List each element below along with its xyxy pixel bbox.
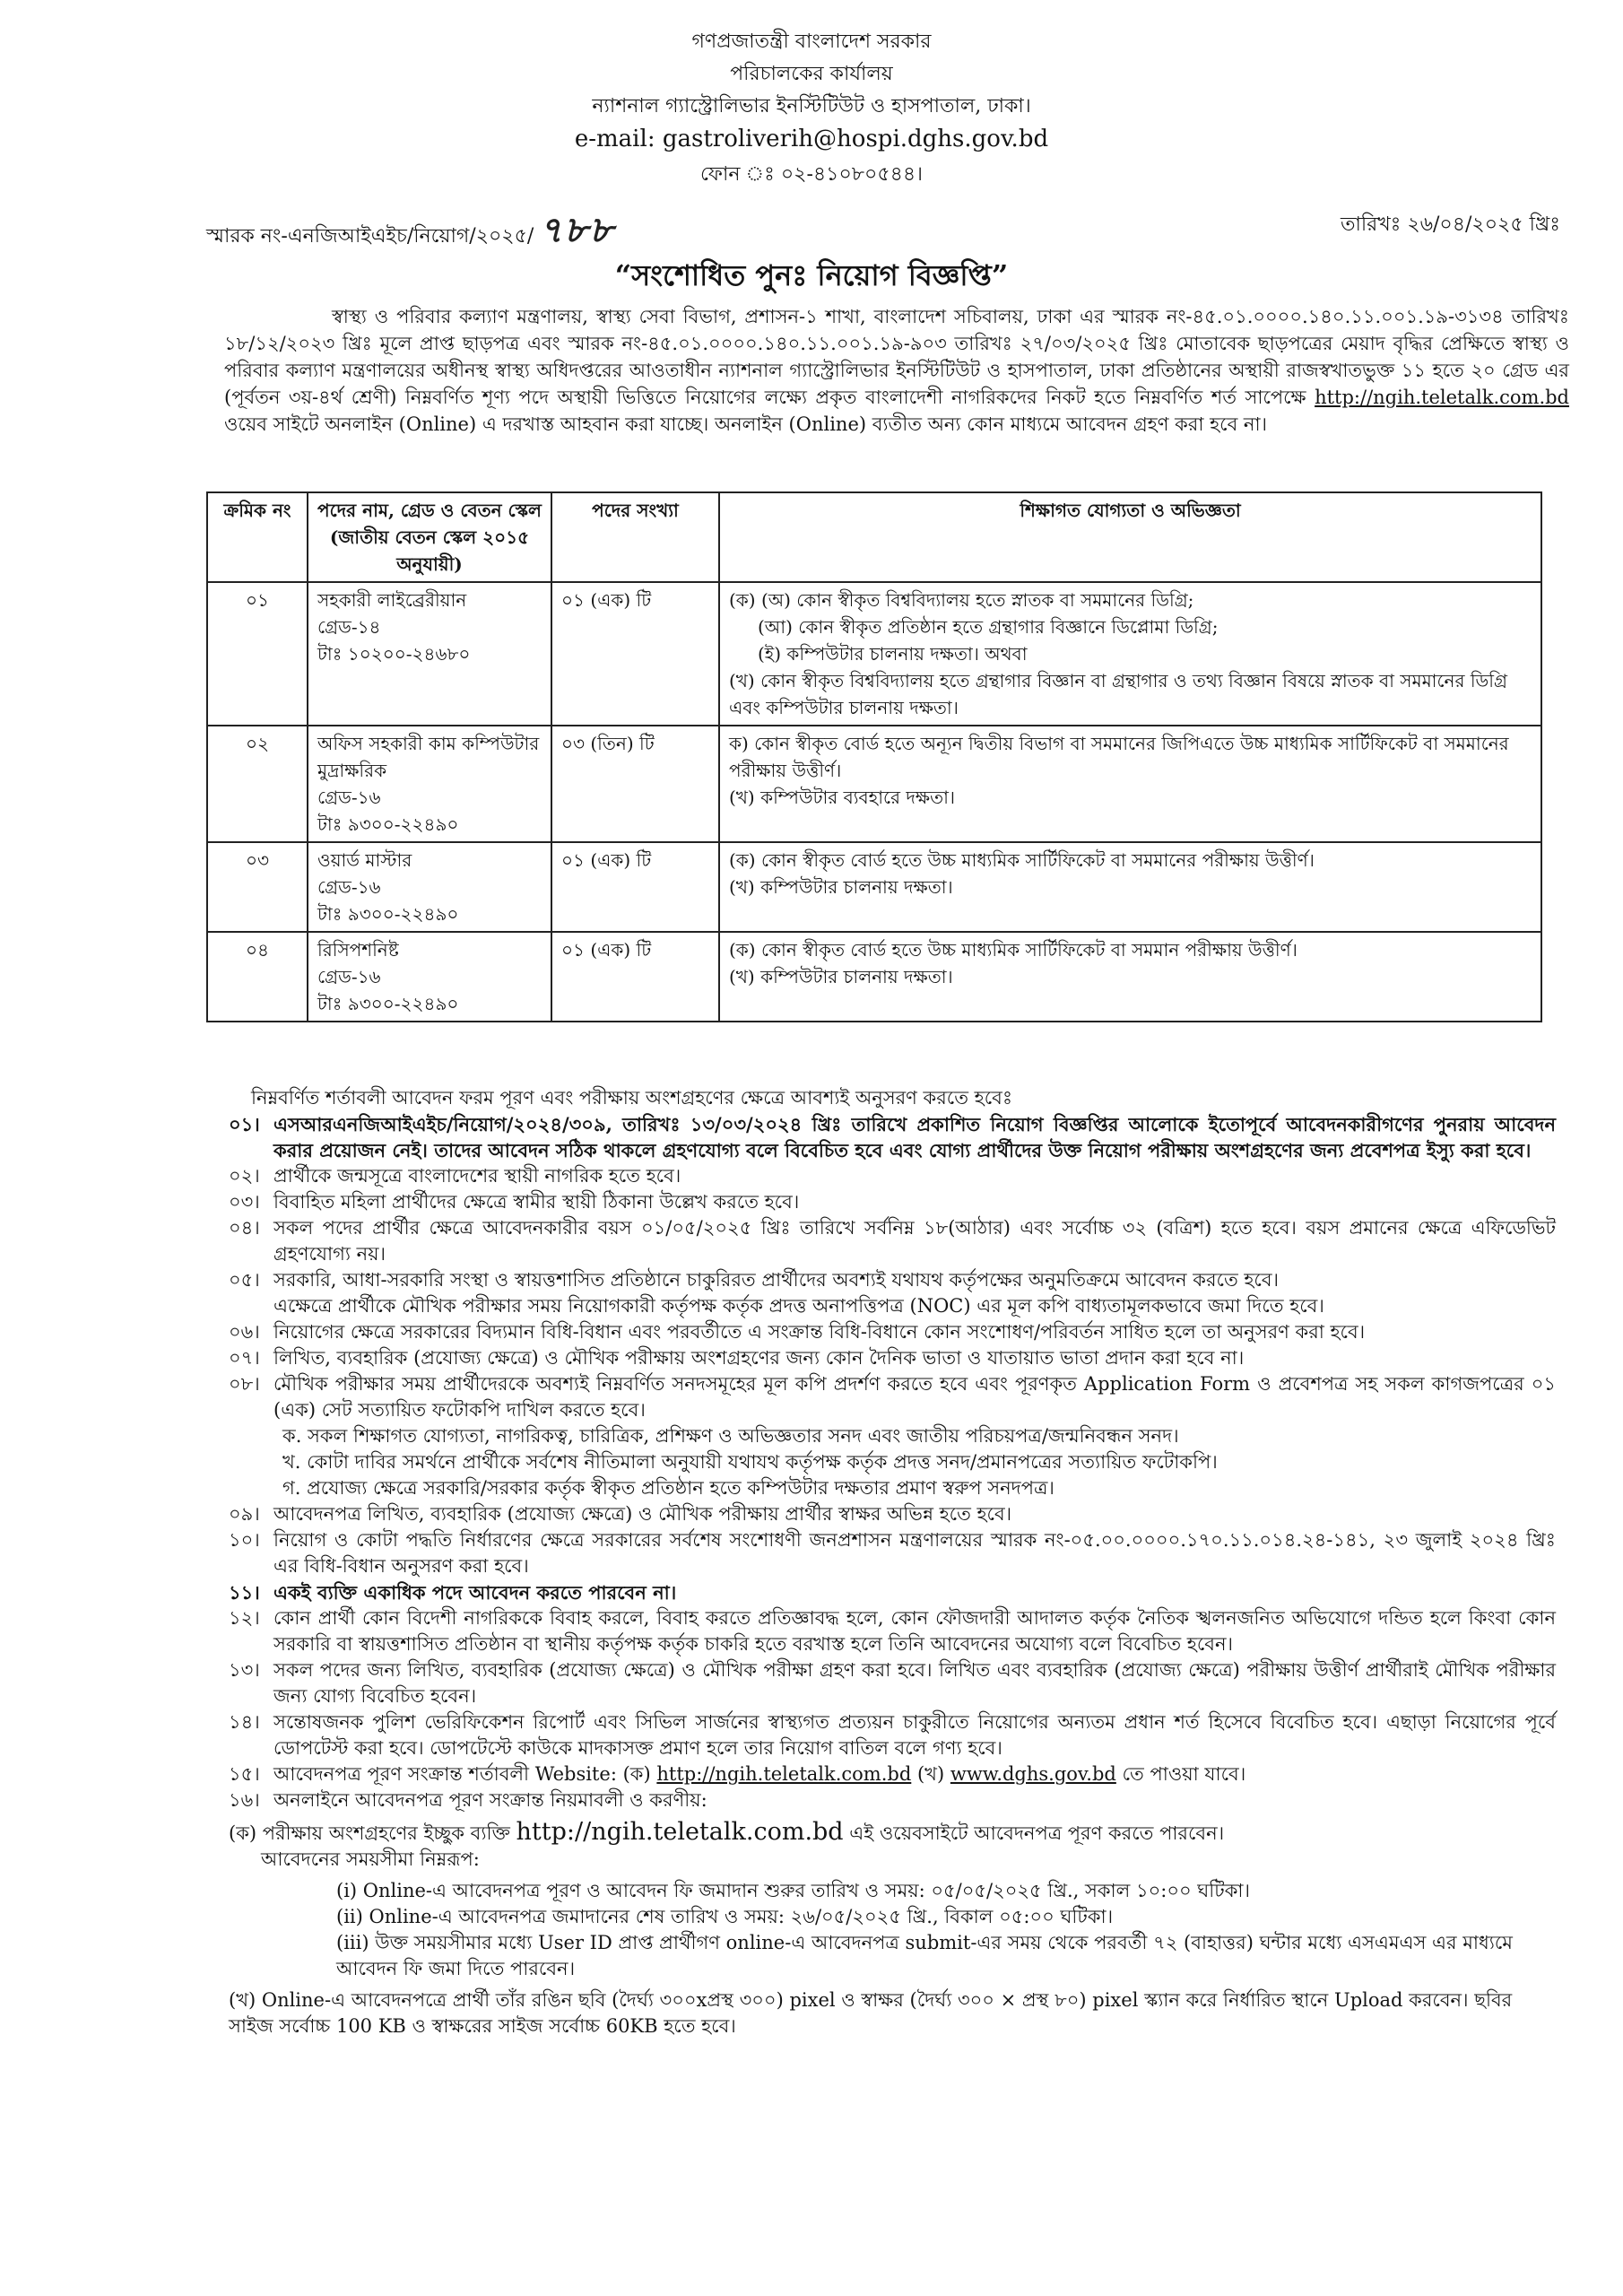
condition-text-part: সরকারি, আধা-সরকারি সংস্থা ও স্বায়ত্তশাসিত প্রতিষ্ঠানে চাকুরিরত প্রার্থীদের অবশ্যই যথাযথ কর্তৃপক্ষের অনুমতিক্রমে আবেদন করতে হবে। xyxy=(273,1269,1280,1291)
condition-text: সকল পদের প্রার্থীর ক্ষেত্রে আবেদনকারীর বয়স ০১/০৫/২০২৫ খ্রিঃ তারিখে সর্বনিম্ন ১৮(আঠার) এবং সর্বোচ্চ ৩২ (বত্রিশ) হতে হবে। বয়স প্রমানের ক্ষেত্রে এফিডেভিট গ্রহণযোগ্য নয়। xyxy=(273,1217,1556,1265)
intro-paragraph xyxy=(224,303,1569,438)
condition-number: ১১। xyxy=(229,1581,260,1604)
condition-item xyxy=(229,1579,1556,1605)
table-row xyxy=(207,582,1541,726)
condition-text-part: এক্ষেত্রে প্রার্থীকে মৌখিক পরীক্ষার সময় নিয়োগকারী কর্তৃপক্ষ কর্তৃক প্রদত্ত অনাপত্তিপত্র (NOC) এর মূল কপি বাধ্যতামূলকভাবে জমা দিতে হবে। xyxy=(273,1295,1324,1317)
online-instruction-kha: (খ) Online-এ আবেদনপত্রে প্রার্থী তাঁর রঙিন ছবি (দৈর্ঘ্য ৩০০xপ্রস্থ ৩০০) pixel ও স্বাক্ষর (দৈর্ঘ্য ৩০০ × প্রস্থ ৮০) pixel স্ক্যান করে নির্ধারিত স্থানে Upload করবেন। ছবির সাইজ সর্বোচ্চ 100 KB ও স্বাক্ষরের সাইজ সর্বোচ্চ 60KB হতে হবে। xyxy=(229,1989,1513,2037)
qual-line: (আ) কোন স্বীকৃত প্রতিষ্ঠান হতে গ্রন্থাগার বিজ্ঞানে ডিপ্লোমা ডিগ্রি; xyxy=(758,616,1219,638)
condition-sub-ga: গ. প্রযোজ্য ক্ষেত্রে সরকারি/সরকার কর্তৃক স্বীকৃত প্রতিষ্ঠান হতে কম্পিউটার দক্ষতার প্রমাণ স্বরুপ সনদপত্র। xyxy=(282,1477,1055,1499)
row-count: ০১ (এক) টি xyxy=(551,842,719,932)
condition-number: ০৩। xyxy=(229,1191,260,1213)
condition-text xyxy=(273,1267,1556,1319)
qual-line: (ক) (অ) কোন স্বীকৃত বিশ্ববিদ্যালয় হতে স্নাতক বা সমমানের ডিগ্রি; xyxy=(729,589,1194,611)
row-serial: ০১ xyxy=(207,582,308,726)
table-header-row xyxy=(207,492,1541,582)
row-count: ০১ (এক) টি xyxy=(551,582,719,726)
header-qualification: শিক্ষাগত যোগ্যতা ও অভিজ্ঞতা xyxy=(719,492,1541,582)
qual-line: (ক) কোন স্বীকৃত বোর্ড হতে উচ্চ মাধ্যমিক সার্টিফিকেট বা সমমানের পরীক্ষায় উত্তীর্ণ। xyxy=(729,849,1315,871)
condition-item xyxy=(229,1527,1556,1579)
online-fee-payment: (iii) উক্ত সময়সীমার মধ্যে User ID প্রাপ্ত প্রার্থীগণ online-এ আবেদনপত্র submit-এর সময় থেকে পরবর্তী ৭২ (বাহাত্তর) ঘন্টার মধ্যে এসএমএস এর মাধ্যমে আবেদন ফি জমা দিতে পারবেন। xyxy=(336,1932,1513,1979)
table-row xyxy=(207,932,1541,1022)
teletalk-link[interactable]: http://ngih.teletalk.com.bd xyxy=(656,1763,912,1785)
post-scale: টাঃ ৯৩০০-২২৪৯০ xyxy=(317,813,459,835)
condition-item xyxy=(229,1501,1556,1527)
condition-item xyxy=(229,1345,1556,1371)
intro-text: স্বাস্থ্য ও পরিবার কল্যাণ মন্ত্রণালয়, স্বাস্থ্য সেবা বিভাগ, প্রশাসন-১ শাখা, বাংলাদেশ সচিবালয়, ঢাকা এর স্মারক নং-৪৫.০১.০০০০.১৪০.১১.০০১.১৯-৩১৩৪ তারিখঃ ১৮/১২/২০২৩ খ্রিঃ মূলে প্রাপ্ত ছাড়পত্র এবং স্মারক নং-৪৫.০১.০০০০.১৪০.১১.০০১.১৯-৯০৩ তারিখঃ ২৭/০৩/২০২৫ খ্রিঃ মোতাবেক ছাড়পত্রের মেয়াদ বৃদ্ধির প্রেক্ষিতে স্বাস্থ্য ও পরিবার কল্যাণ মন্ত্রণালয়ের অধীনস্থ স্বাস্থ্য অধিদপ্তরের আওতাধীন ন্যাশনাল গ্যাস্ট্রোলিভার ইনস্টিটিউট ও হাসপাতাল, ঢাকা প্রতিষ্ঠানের অস্থায়ী রাজস্বখাতভুক্ত ১১ হতে ২০ গ্রেড এর (পূর্বতন ৩য়-৪র্থ শ্রেণী) নিম্নবর্ণিত শূণ্য পদে অস্থায়ী ভিত্তিতে নিয়োগের লক্ষ্যে প্রকৃত বাংলাদেশী নাগরিকদের নিকট হতে নিম্নবর্ণিত শর্ত সাপেক্ষে xyxy=(224,306,1569,408)
post-name: অফিস সহকারী কাম কম্পিউটার মুদ্রাক্ষরিক xyxy=(317,733,540,781)
memo-handwritten-number: ৭৮৮ xyxy=(539,210,615,251)
row-count: ০১ (এক) টি xyxy=(551,932,719,1022)
qual-line: (খ) কম্পিউটার চালনায় দক্ষতা। xyxy=(729,966,953,987)
online-ka-text-tail: এই ওয়েবসাইটে আবেদনপত্র পূরণ করতে পারবেন। xyxy=(849,1822,1225,1844)
header-email: e-mail: gastroliverih@hospi.dghs.gov.bd xyxy=(574,126,1049,152)
header-line-office: পরিচালকের কার্যালয় xyxy=(730,63,893,85)
memo-date: তারিখঃ ২৬/০৪/২০২৫ খ্রিঃ xyxy=(1340,213,1560,236)
online-instruction-ka xyxy=(229,1819,1556,1847)
condition-item xyxy=(229,1605,1556,1657)
condition-text: নিয়োগ ও কোটা পদ্ধতি নির্ধারণের ক্ষেত্রে সরকারের সর্বশেষ সংশোধণী জনপ্রশাসন মন্ত্রণালয়ের স্মারক নং-০৫.০০.০০০০.১৭০.১১.০১৪.২৪-১৪১, ২৩ জুলাই ২০২৪ খ্রিঃ এর বিধি-বিধান অনুসরণ করা হবে। xyxy=(273,1529,1556,1577)
post-name: সহকারী লাইব্রেরীয়ান xyxy=(317,589,467,611)
condition-text: কোন প্রার্থী কোন বিদেশী নাগরিককে বিবাহ করলে, বিবাহ করতে প্রতিজ্ঞাবদ্ধ হলে, কোন ফৌজদারী আদালত কর্তৃক নৈতিক স্খলনজনিত অভিযোগে দন্ডিত হলে কিংবা কোন সরকারি বা স্বায়ত্তশাসিত প্রতিষ্ঠান বা স্থানীয় কর্তৃপক্ষ কর্তৃক চাকরি হতে বরখাস্ত হলে তিনি আবেদনের অযোগ্য বলে বিবেচিত হবেন। xyxy=(273,1607,1556,1655)
condition-text: সকল পদের জন্য লিখিত, ব্যবহারিক (প্রযোজ্য ক্ষেত্রে) ও মৌখিক পরীক্ষা গ্রহণ করা হবে। লিখিত এবং ব্যবহারিক (প্রযোজ্য ক্ষেত্রে) পরীক্ষায় উত্তীর্ণ প্রার্থীরাই মৌখিক পরীক্ষার জন্য যোগ্য বিবেচিত হবেন। xyxy=(273,1659,1556,1707)
row-qualification xyxy=(719,726,1541,842)
condition-item xyxy=(229,1657,1556,1709)
online-period-start: (i) Online-এ আবেদনপত্র পূরণ ও আবেদন ফি জমাদান শুরুর তারিখ ও সময়: ০৫/০৫/২০২৫ খ্রি., সকাল ১০:০০ ঘটিকা। xyxy=(336,1880,1251,1901)
row-qualification xyxy=(719,932,1541,1022)
condition-number: ০৮। xyxy=(229,1373,260,1395)
post-scale: টাঃ ৯৩০০-২২৪৯০ xyxy=(317,993,459,1014)
condition-text: প্রার্থীকে জন্মসূত্রে বাংলাদেশের স্থায়ী নাগরিক হতে হবে। xyxy=(273,1165,681,1187)
condition-text: আবেদনপত্র লিখিত, ব্যবহারিক (প্রযোজ্য ক্ষেত্রে) ও মৌখিক পরীক্ষায় প্রার্থীর স্বাক্ষর অভিন্ন হতে হবে। xyxy=(273,1503,1012,1525)
condition-sub-kha: খ. কোটা দাবির সমর্থনে প্রার্থীকে সর্বশেষ নীতিমালা অনুযায়ী যথাযথ কর্তৃপক্ষ কর্তৃক প্রদত্ত সনদ/প্রমানপত্রের সত্যায়িত ফটোকপি। xyxy=(282,1451,1218,1473)
qual-line: ক) কোন স্বীকৃত বোর্ড হতে অন্যূন দ্বিতীয় বিভাগ বা সমমানের জিপিএতে উচ্চ মাধ্যমিক সার্টিফিকেট বা সমমানের পরীক্ষায় উত্তীর্ণ। xyxy=(729,733,1509,781)
post-grade: গ্রেড-১৬ xyxy=(317,966,381,987)
online-period-end: (ii) Online-এ আবেদনপত্র জমাদানের শেষ তারিখ ও সময়: ২৬/০৫/২০২৫ খ্রি., বিকাল ০৫:০০ ঘটিকা। xyxy=(336,1906,1114,1927)
header-post: পদের নাম, গ্রেড ও বেতন স্কেল (জাতীয় বেতন স্কেল ২০১৫ অনুযায়ী) xyxy=(308,492,551,582)
row-serial: ০৩ xyxy=(207,842,308,932)
condition-number: ০৪। xyxy=(229,1217,260,1239)
post-scale: টাঃ ৯৩০০-২২৪৯০ xyxy=(317,903,459,925)
condition-text xyxy=(273,1761,1556,1787)
row-post xyxy=(308,726,551,842)
condition-text: এসআরএনজিআইএইচ/নিয়োগ/২০২৪/৩০৯, তারিখঃ ১৩/০৩/২০২৪ খ্রিঃ তারিখে প্রকাশিত নিয়োগ বিজ্ঞপ্তির আলোকে ইতোপূর্বে আবেদনকারীগণের পুনরায় আবেদন করার প্রয়োজন নেই। তাদের আবেদন সঠিক থাকলে গ্রহণযোগ্য বলে বিবেচিত হবে এবং যোগ্য প্রার্থীদের উক্ত নিয়োগ পরীক্ষায় অংশগ্রহণের জন্য প্রবেশপত্র ইস্যু করা হবে। xyxy=(273,1113,1556,1161)
row-qualification xyxy=(719,582,1541,726)
row-post xyxy=(308,582,551,726)
row-post xyxy=(308,932,551,1022)
condition-number: ০৬। xyxy=(229,1321,260,1343)
qual-line: (খ) কম্পিউটার চালনায় দক্ষতা। xyxy=(729,876,953,898)
condition-item xyxy=(229,1787,1556,1813)
condition-text: নিয়োগের ক্ষেত্রে সরকারের বিদ্যমান বিধি-বিধান এবং পরবর্তীতে এ সংক্রান্ত বিধি-বিধানে কোন সংশোধণ/পরিবর্তন সাধিত হলে তা অনুসরণ করা হবে। xyxy=(273,1321,1366,1343)
post-grade: গ্রেড-১৬ xyxy=(317,876,381,898)
row-qualification xyxy=(719,842,1541,932)
condition-item xyxy=(229,1111,1556,1163)
conditions-lead: নিম্নবর্ণিত শর্তাবলী আবেদন ফরম পূরণ এবং পরীক্ষায় অংশগ্রহণের ক্ষেত্রে আবশ্যই অনুসরণ করতে হবেঃ xyxy=(251,1087,1013,1109)
memo-prefix: স্মারক নং-এনজিআইএইচ/নিয়োগ/২০২৫/ xyxy=(206,225,534,248)
row-post xyxy=(308,842,551,932)
intro-website-link[interactable]: http://ngih.teletalk.com.bd xyxy=(1315,387,1569,408)
condition-number: ১৫। xyxy=(229,1763,260,1785)
condition-text-part: (খ) xyxy=(916,1763,945,1785)
condition-number: ১৪। xyxy=(229,1711,260,1733)
row-serial: ০৪ xyxy=(207,932,308,1022)
online-ka-text: (ক) পরীক্ষায় অংশগ্রহণের ইচ্ছুক ব্যক্তি xyxy=(229,1822,510,1844)
condition-number: ০৫। xyxy=(229,1269,260,1291)
header-count: পদের সংখ্যা xyxy=(551,492,719,582)
condition-item xyxy=(229,1371,1556,1423)
condition-item xyxy=(229,1319,1556,1345)
condition-item xyxy=(229,1163,1556,1189)
conditions-list xyxy=(229,1085,1556,2039)
condition-item xyxy=(229,1761,1556,1787)
condition-text: লিখিত, ব্যবহারিক (প্রযোজ্য ক্ষেত্রে) ও মৌখিক পরীক্ষায় অংশগ্রহণের জন্য কোন দৈনিক ভাতা ও যাতায়াত ভাতা প্রদান করা হবে না। xyxy=(273,1347,1245,1369)
header-serial: ক্রমিক নং xyxy=(207,492,308,582)
row-count: ০৩ (তিন) টি xyxy=(551,726,719,842)
condition-item xyxy=(229,1189,1556,1215)
condition-number: ০৯। xyxy=(229,1503,260,1525)
online-apply-link[interactable]: http://ngih.teletalk.com.bd xyxy=(516,1818,844,1846)
qual-line: (ক) কোন স্বীকৃত বোর্ড হতে উচ্চ মাধ্যমিক সার্টিফিকেট বা সমমান পরীক্ষায় উত্তীর্ণ। xyxy=(729,939,1298,961)
post-grade: গ্রেড-১৪ xyxy=(317,616,381,638)
condition-text: সন্তোষজনক পুলিশ ভেরিফিকেশন রিপোর্ট এবং সিভিল সার্জনের স্বাস্থ্যগত প্রত্যয়ন চাকুরীতে নিয়োগের অন্যতম প্রধান শর্ত হিসেবে বিবেচিত হবে। এছাড়া নিয়োগের পূর্বে ডোপটেস্ট করা হবে। ডোপটেস্টে কাউকে মাদকাসক্ত প্রমাণ হলে তার নিয়োগ বাতিল বলে গণ্য হবে। xyxy=(273,1711,1556,1759)
header-line-government: গণপ্রজাতন্ত্রী বাংলাদেশ সরকার xyxy=(691,30,932,53)
condition-number: ০২। xyxy=(229,1165,260,1187)
condition-text: একই ব্যক্তি একাধিক পদে আবেদন করতে পারবেন না। xyxy=(273,1581,677,1604)
condition-number: ১৬। xyxy=(229,1789,260,1811)
table-row xyxy=(207,726,1541,842)
condition-text: মৌখিক পরীক্ষার সময় প্রার্থীদেরকে অবশ্যই নিম্নবর্ণিত সনদসমূহের মূল কপি প্রদর্শণ করতে হবে এবং পূরণকৃত Application Form ও প্রবেশপত্র সহ সকল কাগজপত্রের ০১ (এক) সেট সত্যায়িত ফটোকপি দাখিল করতে হবে। xyxy=(273,1373,1556,1421)
post-grade: গ্রেড-১৬ xyxy=(317,787,381,808)
condition-item xyxy=(229,1215,1556,1267)
qual-line: (ই) কম্পিউটার চালনায় দক্ষতা। অথবা xyxy=(758,643,1028,665)
dghs-link[interactable]: www.dghs.gov.bd xyxy=(950,1763,1116,1785)
condition-sub-ka: ক. সকল শিক্ষাগত যোগ্যতা, নাগরিকত্ব, চারিত্রিক, প্রশিক্ষণ ও অভিজ্ঞতার সনদ এবং জাতীয় পরিচয়পত্র/জন্মনিবন্ধন সনদ। xyxy=(282,1425,1179,1447)
condition-number: ১৩। xyxy=(229,1659,260,1681)
condition-text-part: আবেদনপত্র পূরণ সংক্রান্ত শর্তাবলী Website: (ক) xyxy=(273,1763,651,1785)
condition-item xyxy=(229,1267,1556,1319)
post-scale: টাঃ ১০২০০-২৪৬৮০ xyxy=(317,643,471,665)
posts-table xyxy=(206,491,1542,1022)
condition-item xyxy=(229,1709,1556,1761)
qual-line: (খ) কোন স্বীকৃত বিশ্ববিদ্যালয় হতে গ্রন্থাগার বিজ্ঞান বা গ্রন্থাগার ও তথ্য বিজ্ঞান বিষয়ে স্নাতক বা সমমানের ডিগ্রি এবং কম্পিউটার চালনায় দক্ষতা। xyxy=(729,670,1507,718)
header-phone: ফোন ঃ ০২-৪১০৮০৫৪৪। xyxy=(699,163,924,186)
condition-number: ০৭। xyxy=(229,1347,260,1369)
condition-number: ০১। xyxy=(229,1113,260,1135)
table-row xyxy=(207,842,1541,932)
condition-text-part: তে পাওয়া যাবে। xyxy=(1122,1763,1246,1785)
notice-title: “সংশোধিত পুনঃ নিয়োগ বিজ্ঞপ্তি” xyxy=(614,258,1009,292)
online-period-label: আবেদনের সময়সীমা নিম্নরূপ: xyxy=(261,1848,480,1870)
condition-text: অনলাইনে আবেদনপত্র পূরণ সংক্রান্ত নিয়মাবলী ও করণীয়: xyxy=(273,1789,707,1811)
condition-number: ১২। xyxy=(229,1607,260,1629)
condition-text: বিবাহিত মহিলা প্রার্থীদের ক্ষেত্রে স্বামীর স্থায়ী ঠিকানা উল্লেখ করতে হবে। xyxy=(273,1191,800,1213)
post-name: রিসিপশনিষ্ট xyxy=(317,939,399,961)
intro-text-tail: ওয়েব সাইটে অনলাইন (Online) এ দরখাস্ত আহবান করা যাচ্ছে। অনলাইন (Online) ব্যতীত অন্য কোন মাধ্যমে আবেদন গ্রহণ করা হবে না। xyxy=(224,413,1268,435)
condition-number: ১০। xyxy=(229,1529,260,1551)
header-line-institute: ন্যাশনাল গ্যাস্ট্রোলিভার ইনস্টিটিউট ও হাসপাতাল, ঢাকা। xyxy=(592,95,1031,117)
qual-line: (খ) কম্পিউটার ব্যবহারে দক্ষতা। xyxy=(729,787,956,808)
post-name: ওয়ার্ড মাস্টার xyxy=(317,849,412,871)
row-serial: ০২ xyxy=(207,726,308,842)
